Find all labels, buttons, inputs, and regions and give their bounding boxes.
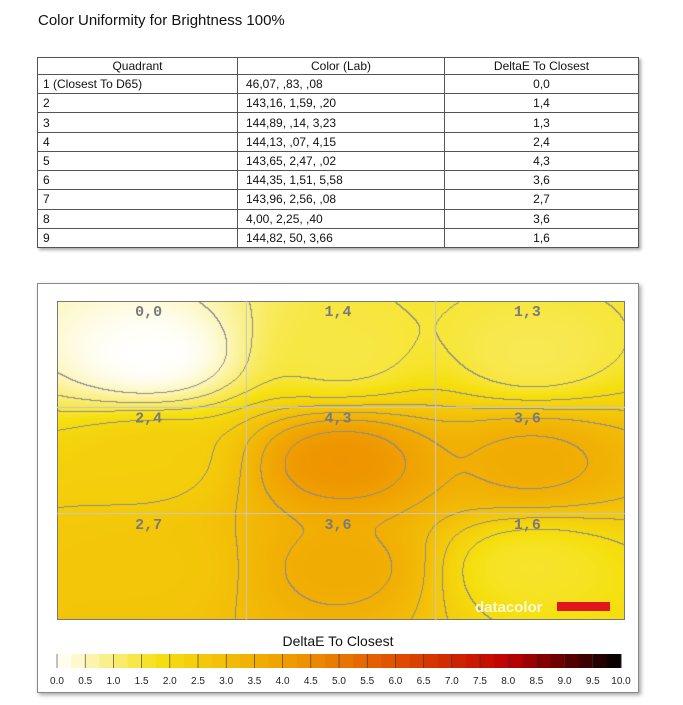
colorbar-segment xyxy=(410,654,425,668)
cell-deltae: 0,0 xyxy=(445,75,639,94)
colorbar-segment xyxy=(367,654,382,668)
cell-quadrant: 4 xyxy=(38,132,238,151)
colorbar-tick-label: 1.5 xyxy=(134,676,149,687)
table-row xyxy=(38,113,639,132)
colorbar-tick-label: 5.5 xyxy=(360,676,375,687)
table-row xyxy=(38,190,639,209)
colorbar-segment xyxy=(71,654,86,668)
colorbar-segment xyxy=(240,654,255,668)
cell-color-lab: 143,16, 1,59, ,20 xyxy=(238,94,445,113)
cell-color-lab: 144,13, ,07, 4,15 xyxy=(238,132,445,151)
cell-quadrant: 1 (Closest To D65) xyxy=(38,75,238,94)
cell-color-lab: 144,82, 50, 3,66 xyxy=(238,228,445,247)
uniformity-table xyxy=(37,57,639,248)
table-row xyxy=(38,151,639,170)
colorbar-segment xyxy=(269,654,284,668)
cell-deltae: 2,7 xyxy=(445,190,639,209)
colorbar-segment xyxy=(142,654,157,668)
colorbar-tick-label: 7.5 xyxy=(473,676,487,687)
cell-label: 4,3 xyxy=(324,410,352,428)
colorbar-tick-label: 9.5 xyxy=(585,676,600,687)
cell-color-lab: 144,89, ,14, 3,23 xyxy=(238,113,445,132)
colorbar-segment xyxy=(339,654,354,668)
colorbar-segment xyxy=(113,654,128,668)
cell-deltae: 2,4 xyxy=(445,132,639,151)
colorbar-tick-label: 0.5 xyxy=(78,676,93,687)
cell-color-lab: 143,65, 2,47, ,02 xyxy=(238,151,445,170)
colorbar-segment xyxy=(607,654,622,668)
colorbar-tick-label: 4.0 xyxy=(275,676,290,687)
colorbar-title: DeltaE To Closest xyxy=(282,633,394,649)
colorbar-segment xyxy=(325,654,340,668)
colorbar-segment xyxy=(283,654,298,668)
colorbar-segment xyxy=(522,654,537,668)
colorbar-tick-label: 3.5 xyxy=(247,676,262,687)
colorbar-segment xyxy=(551,654,566,668)
cell-deltae: 3,6 xyxy=(445,209,639,228)
colorbar-segment xyxy=(579,654,594,668)
colorbar-tick-label: 6.5 xyxy=(416,676,431,687)
cell-quadrant: 8 xyxy=(38,209,238,228)
colorbar-segment xyxy=(226,654,241,668)
colorbar-segment xyxy=(353,654,368,668)
cell-deltae: 1,3 xyxy=(445,113,639,132)
colorbar-tick-label: 6.0 xyxy=(388,676,403,687)
colorbar-segment xyxy=(438,654,453,668)
colorbar-segment xyxy=(395,654,410,668)
colorbar-segment xyxy=(297,654,312,668)
colorbar-segment xyxy=(254,654,269,668)
colorbar-segment xyxy=(156,654,171,668)
cell-label: 2,7 xyxy=(135,516,163,534)
colorbar-tick-label: 8.5 xyxy=(529,676,544,687)
colorbar-segment xyxy=(494,654,509,668)
colorbar-segment xyxy=(212,654,227,668)
cell-deltae: 4,3 xyxy=(445,151,639,170)
colorbar-tick-label: 3.0 xyxy=(219,676,234,687)
cell-label: 3,6 xyxy=(513,410,541,428)
colorbar-tick-label: 2.5 xyxy=(191,676,205,687)
cell-quadrant: 6 xyxy=(38,171,238,190)
colorbar-tick-label: 4.5 xyxy=(303,676,318,687)
datacolor-logo: datacolor xyxy=(475,599,543,616)
cell-quadrant: 9 xyxy=(38,228,238,247)
colorbar-segment xyxy=(170,654,185,668)
colorbar xyxy=(38,649,638,691)
header-deltae: DeltaE To Closest xyxy=(445,58,639,75)
table-row xyxy=(38,228,639,247)
colorbar-segment xyxy=(508,654,523,668)
colorbar-tick-label: 2.0 xyxy=(162,676,177,687)
cell-color-lab: 46,07, ,83, ,08 xyxy=(238,75,445,94)
cell-deltae: 3,6 xyxy=(445,171,639,190)
colorbar-tick-label: 1.0 xyxy=(106,676,121,687)
colorbar-tick-label: 8.0 xyxy=(501,676,516,687)
cell-deltae: 1,4 xyxy=(445,94,639,113)
colorbar-tick-label: 10.0 xyxy=(611,676,631,687)
colorbar-segment xyxy=(381,654,396,668)
colorbar-segment xyxy=(85,654,100,668)
header-quadrant: Quadrant xyxy=(38,58,238,75)
table-row xyxy=(38,94,639,113)
page-title: Color Uniformity for Brightness 100% xyxy=(38,12,285,29)
cell-color-lab: 143,96, 2,56, ,08 xyxy=(238,190,445,209)
cell-label: 2,4 xyxy=(135,410,163,428)
colorbar-segment xyxy=(128,654,143,668)
colorbar-segment xyxy=(198,654,213,668)
colorbar-segment xyxy=(99,654,114,668)
table-row xyxy=(38,171,639,190)
cell-quadrant: 2 xyxy=(38,94,238,113)
colorbar-segment xyxy=(57,654,72,668)
logo-bar xyxy=(557,602,610,611)
table-header-row xyxy=(38,58,639,75)
table-row xyxy=(38,209,639,228)
cell-label: 1,6 xyxy=(513,516,541,534)
cell-deltae: 1,6 xyxy=(445,228,639,247)
cell-label: 1,3 xyxy=(513,304,541,322)
colorbar-segment xyxy=(424,654,439,668)
uniformity-chart-panel xyxy=(37,283,639,693)
colorbar-tick-label: 5.0 xyxy=(332,676,346,687)
table-row xyxy=(38,75,639,94)
colorbar-tick-label: 7.0 xyxy=(444,676,459,687)
colorbar-segment xyxy=(184,654,199,668)
cell-color-lab: 144,35, 1,51, 5,58 xyxy=(238,171,445,190)
colorbar-tick-label: 9.0 xyxy=(557,676,572,687)
header-color-lab: Color (Lab) xyxy=(238,58,445,75)
cell-quadrant: 5 xyxy=(38,151,238,170)
colorbar-segment xyxy=(536,654,551,668)
cell-quadrant: 3 xyxy=(38,113,238,132)
table-row xyxy=(38,132,639,151)
colorbar-segment xyxy=(311,654,326,668)
colorbar-tick-label: 0.0 xyxy=(50,676,64,687)
colorbar-segment xyxy=(466,654,481,668)
colorbar-segment xyxy=(593,654,608,668)
cell-label: 3,6 xyxy=(324,516,352,534)
heatmap-surface xyxy=(57,301,625,620)
cell-quadrant: 7 xyxy=(38,190,238,209)
cell-color-lab: 4,00, 2,25, ,40 xyxy=(238,209,445,228)
cell-label: 1,4 xyxy=(324,304,352,322)
cell-label: 0,0 xyxy=(135,304,163,322)
heatmap xyxy=(57,301,625,620)
colorbar-segment xyxy=(452,654,467,668)
colorbar-segment xyxy=(480,654,495,668)
colorbar-segment xyxy=(565,654,580,668)
